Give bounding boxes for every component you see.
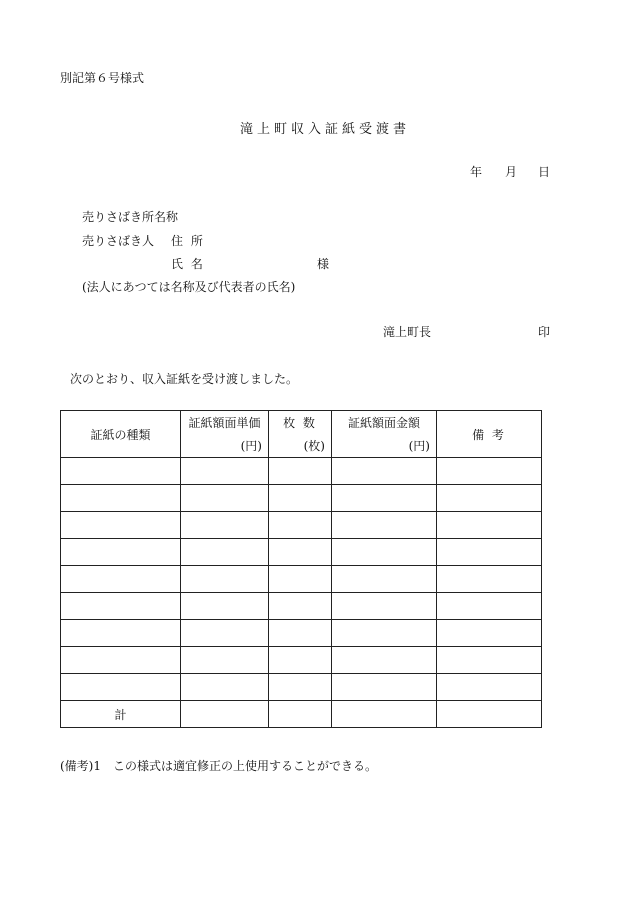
vendor-address-label: 住 所 bbox=[171, 234, 205, 248]
vendor-honorific: 様 bbox=[317, 257, 330, 271]
vendor-place-name-label: 売りさばき所名称 bbox=[82, 210, 179, 224]
header-amount: 証紙額面金額 (円) bbox=[332, 411, 437, 458]
stamp-table bbox=[60, 410, 542, 728]
header-stamp-type: 証紙の種類 bbox=[61, 411, 181, 458]
seal-mark: 印 bbox=[538, 325, 551, 339]
table-row bbox=[61, 593, 542, 620]
table-row bbox=[61, 539, 542, 566]
issuer-name: 滝上町長 bbox=[383, 325, 432, 339]
date-month-label: 月 bbox=[505, 165, 518, 179]
table-row bbox=[61, 485, 542, 512]
form-number: 別記第６号様式 bbox=[60, 71, 145, 85]
footnote: (備考)1 この様式は適宜修正の上使用することができる。 bbox=[60, 759, 378, 773]
statement-text: 次のとおり、収入証紙を受け渡しました。 bbox=[70, 372, 299, 386]
date-year-label: 年 bbox=[470, 165, 483, 179]
table-row bbox=[61, 647, 542, 674]
table-header-row bbox=[61, 411, 542, 458]
table-row bbox=[61, 458, 542, 485]
vendor-note: (法人にあつては名称及び代表者の氏名) bbox=[82, 280, 296, 294]
date-day-label: 日 bbox=[538, 165, 551, 179]
table-row bbox=[61, 620, 542, 647]
header-remarks: 備 考 bbox=[437, 411, 542, 458]
header-count: 枚 数 (枚) bbox=[269, 411, 332, 458]
table-row bbox=[61, 512, 542, 539]
vendor-name-label: 氏 名 bbox=[171, 257, 205, 271]
document-title: 滝上町収入証紙受渡書 bbox=[240, 122, 411, 137]
table-total-row bbox=[61, 701, 542, 728]
vendor-person-label: 売りさばき人 bbox=[82, 234, 155, 248]
table-row bbox=[61, 674, 542, 701]
header-unit-price: 証紙額面単価 (円) bbox=[181, 411, 269, 458]
table-row bbox=[61, 566, 542, 593]
total-label: 計 bbox=[61, 701, 181, 728]
